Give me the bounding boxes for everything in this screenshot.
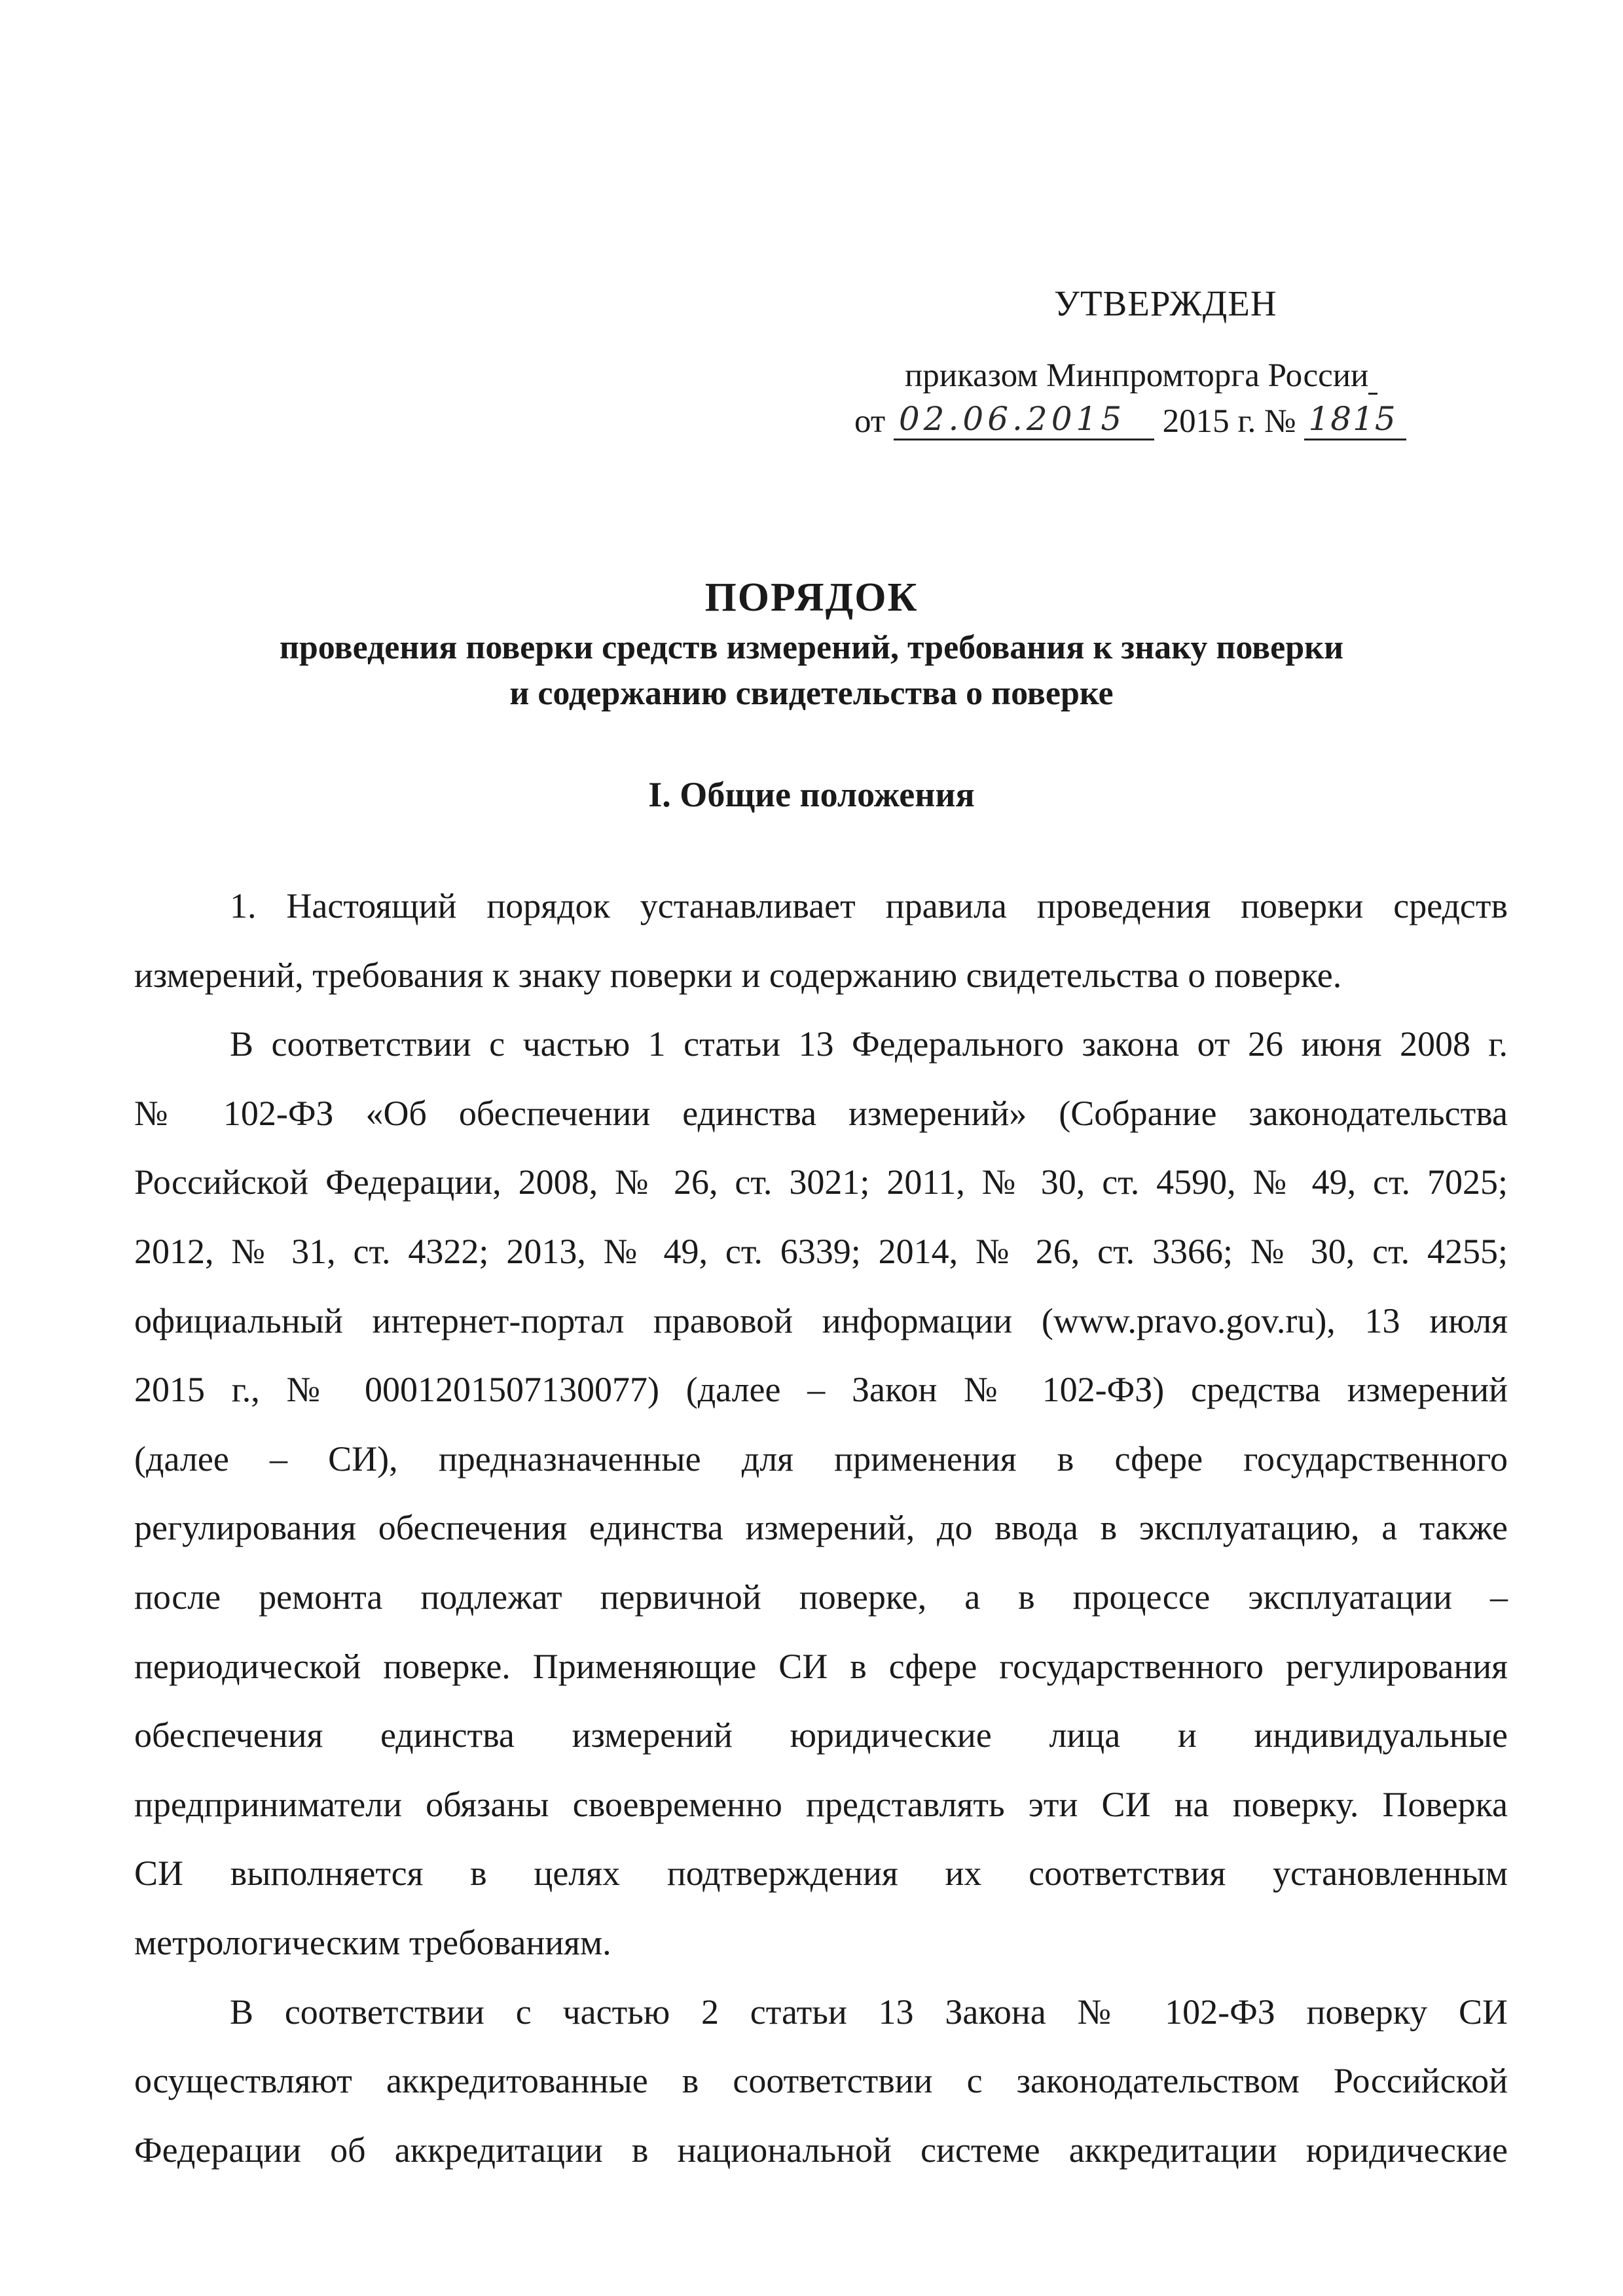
paragraph-2: [134, 1010, 1508, 1977]
paragraph-line: Российской Федерации, 2008, № 26, ст. 3021; 2011, № 30, ст. 4590, № 49, ст. 7025;: [134, 1162, 1508, 1202]
order-number-handwritten: 1815: [1304, 399, 1406, 440]
paragraph-line: официальный интернет-портал правовой информации (www.pravo.gov.ru), 13 июля: [134, 1300, 1508, 1340]
paragraph-line: (далее – СИ), предназначенные для применения в сфере государственного: [134, 1439, 1508, 1479]
paragraph-line: 2012, № 31, ст. 4322; 2013, № 49, ст. 6339; 2014, № 26, ст. 3366; № 30, ст. 4255;: [134, 1231, 1508, 1271]
section-heading: I. Общие положения: [648, 775, 975, 814]
paragraph-line: метрологическим требованиям.: [134, 1922, 611, 1962]
paragraph-line: периодической поверке. Применяющие СИ в сфере государственного регулирования: [134, 1646, 1508, 1686]
paragraph-1: [134, 872, 1508, 1010]
order-prefix: от: [854, 403, 886, 440]
document-subtitle-line-2: и содержанию свидетельства о поверке: [509, 675, 1114, 712]
paragraph-3: [134, 1978, 1508, 2185]
paragraph-line: измерений, требования к знаку поверки и содержанию свидетельства о поверке.: [134, 955, 1342, 995]
paragraph-line: 1. Настоящий порядок устанавливает правила проведения поверки средств: [230, 886, 1508, 925]
paragraph-line: Федерации об аккредитации в национальной системе аккредитации юридические: [134, 2130, 1508, 2170]
paragraph-line: осуществляют аккредитованные в соответствии с законодательством Российской: [134, 2061, 1508, 2101]
approval-authority-text: приказом Минпромторга России: [905, 357, 1369, 394]
paragraph-line: № 102-ФЗ «Об обеспечении единства измерений» (Собрание законодательства: [134, 1093, 1508, 1133]
approval-underline: [1368, 363, 1377, 395]
paragraph-line: после ремонта подлежат первичной поверке, а в процессе эксплуатации –: [134, 1577, 1508, 1617]
paragraph-line: 2015 г., № 0001201507130077) (далее – Закон № 102-ФЗ) средства измерений: [134, 1370, 1508, 1410]
document-title: ПОРЯДОК: [704, 575, 919, 620]
order-date-handwritten: 02.06.2015: [894, 399, 1154, 440]
paragraph-line: В соответствии с частью 2 статьи 13 Закона № 102-ФЗ поверку СИ: [230, 1992, 1508, 2032]
order-reference: [854, 399, 1406, 440]
document-subtitle-line-1: проведения поверки средств измерений, требования к знаку поверки: [279, 629, 1344, 666]
paragraph-line: СИ выполняется в целях подтверждения их соответствия установленным: [134, 1854, 1508, 1893]
document-body: [134, 872, 1508, 2185]
order-year: 2015 г. №: [1162, 403, 1296, 440]
paragraph-line: В соответствии с частью 1 статьи 13 Федерального закона от 26 июня 2008 г.: [230, 1024, 1508, 1064]
paragraph-line: обеспечения единства измерений юридические лица и индивидуальные: [134, 1715, 1508, 1755]
paragraph-line: регулирования обеспечения единства измерений, до ввода в эксплуатацию, а также: [134, 1508, 1508, 1548]
paragraph-line: предприниматели обязаны своевременно представлять эти СИ на поверку. Поверка: [134, 1784, 1508, 1824]
approval-authority: [905, 357, 1377, 395]
approval-stamp-title: УТВЕРЖДЕН: [1054, 283, 1277, 323]
